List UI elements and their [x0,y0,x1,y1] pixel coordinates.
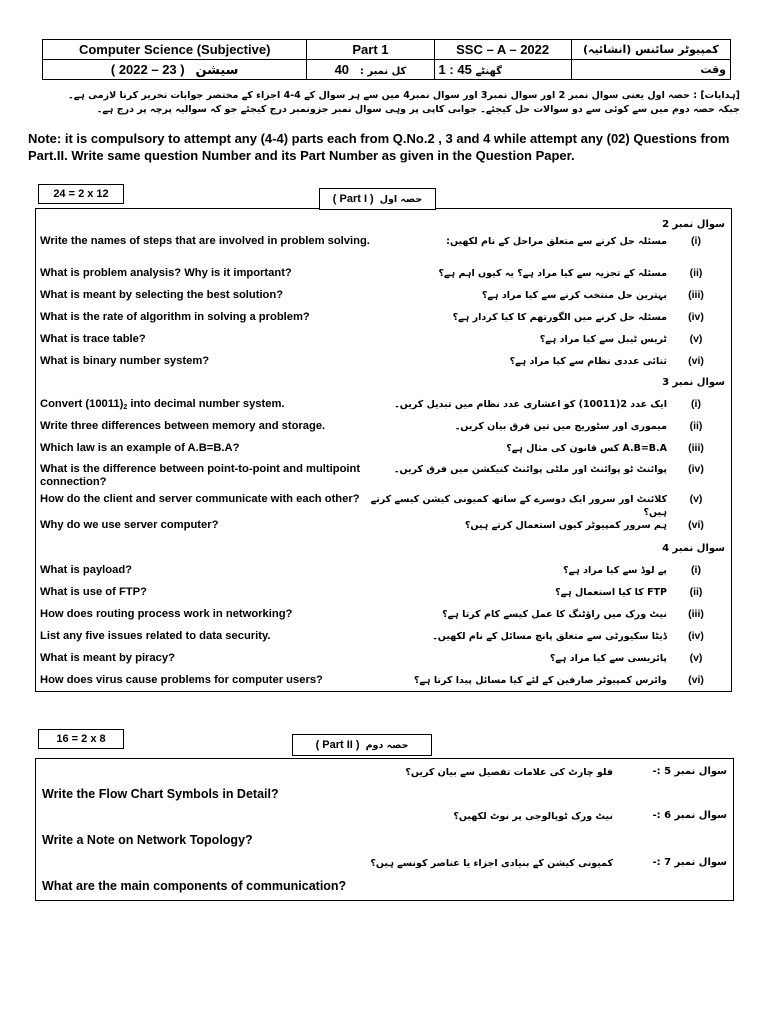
question-number: (iii) [688,608,704,620]
question-text-ur: A.B=B.A کس قانون کی مثال ہے؟ [506,443,667,454]
part1-marks-box [38,184,124,204]
question-number: (vi) [688,519,704,531]
time-unit: گھنٹے [475,66,502,77]
question-text-en: What is meant by selecting the best solution? [40,289,284,301]
marks-label: کل نمبر : [359,66,407,77]
question-text-en-part: Convert (10011) [40,398,124,410]
question-text-ur: نیٹ ورک ٹوپالوجی پر نوٹ لکھیں؟ [453,811,613,822]
question-text-ur: FTP کا کیا استعمال ہے؟ [555,587,667,598]
question-text-ur: ہم سرور کمپیوٹر کیوں استعمال کرتے ہیں؟ [464,520,667,531]
part2-box [35,758,734,901]
question-number: (ii) [689,267,703,279]
question-text-ur: پے لوڈ سے کیا مراد ہے؟ [563,565,667,576]
marks-value: 40 [334,62,350,77]
question-label-ur: سوال نمبر 5 :- [652,766,727,777]
question-number: (i) [691,398,701,410]
question-text-en: How does routing process work in networking? [40,608,293,620]
question-label-ur: سوال نمبر 6 :- [652,810,727,821]
question-number: (i) [691,564,701,576]
question-number: (vi) [688,674,704,686]
part-cell: Part 1 [307,40,434,60]
question-text-en: What is the rate of algorithm in solving a problem? [40,311,310,323]
question-text-en: Why do we use server computer? [40,519,219,531]
question-text-en: What is trace table? [40,333,146,345]
question-heading: سوال نمبر 2 [662,219,725,230]
question-number: (ii) [689,586,703,598]
time-label-cell: وقت [571,60,730,80]
question-text-en: List any five issues related to data security. [40,630,271,642]
part2-marks: 16 = 2 x 8 [56,733,106,745]
question-text-en: Write a Note on Network Topology? [42,833,253,847]
subject-ur-cell: کمپیوٹر سائنس (انشائیہ) [571,40,730,60]
question-text-ur: ٹریس ٹیبل سے کیا مراد ہے؟ [539,334,667,345]
note-text: Note: it is compulsory to attempt any (4-4) parts each from Q.No.2 , 3 and 4 while attempt any (02) Questions from Part.II. Write same question Number and its Part Number as given in the Question Paper. [28,131,730,163]
part1-box [35,208,732,692]
question-text-en: What is meant by piracy? [40,652,175,664]
question-heading: سوال نمبر 4 [662,543,725,554]
part1-label: ( Part I ) [332,193,374,205]
question-number: (iv) [688,630,704,642]
session-cell [43,60,307,80]
question-text-ur: ایک عدد 2(10011) کو اعشاری عدد نظام میں تبدیل کریں۔ [394,399,667,410]
time-value: 45 : 1 [438,62,472,77]
question-text-en: How do the client and server communicate with each other? [40,493,360,505]
question-text-ur: نیٹ ورک میں راؤٹنگ کا عمل کیسے کام کرتا ہے؟ [442,609,667,620]
question-number: (v) [689,493,703,505]
question-text-en: Write the Flow Chart Symbols in Detail? [42,787,279,801]
question-number: (v) [689,652,703,664]
question-number: (vi) [688,355,704,367]
question-text-en: What is the difference between point-to-point and multipoint connection? [40,463,361,488]
question-text-ur: ڈیٹا سکیورٹی سے متعلق پانچ مسائل کے نام لکھیں۔ [432,631,667,642]
question-text-ur: بہترین حل منتخب کرنے سے کیا مراد ہے؟ [481,290,667,301]
question-text-en: Write three differences between memory and storage. [40,420,326,432]
question-text-ur: مسئلہ حل کرنے میں الگورتھم کا کیا کردار ہے؟ [452,312,667,323]
subject-cell: Computer Science (Subjective) [43,40,307,60]
question-text-en-part: into decimal number system. [127,398,285,410]
question-text-en [40,398,370,415]
part2-label-box [292,734,432,756]
question-text-ur: مسئلہ کے تجزیہ سے کیا مراد ہے؟ یہ کیوں اہم ہے؟ [438,268,667,279]
question-text-ur: کلائنٹ اور سرور ایک دوسرے کے ساتھ کمیونی کیشن کیسے کرتے ہیں؟ [370,494,667,518]
question-label-ur: سوال نمبر 7 :- [652,857,727,868]
question-text-en: Write the names of steps that are involved in problem solving. [40,235,370,247]
part2-label: ( Part II ) [315,739,360,751]
time-cell [434,60,571,80]
question-text-ur: وائرس کمپیوٹر صارفین کے لئے کیا مسائل پیدا کرتا ہے؟ [413,675,667,686]
header-table [42,39,731,80]
session-year: ( 2022 – 23 ) [110,61,185,77]
question-number: (iv) [688,311,704,323]
question-text-ur: میموری اور سٹوریج میں تین فرق بیان کریں۔ [454,421,667,432]
question-number: (iv) [688,463,704,475]
question-number: (iii) [688,289,704,301]
question-heading: سوال نمبر 3 [662,377,725,388]
question-text-ur: فلو چارٹ کی علامات تفصیل سے بیان کریں؟ [405,767,613,778]
question-text-en: What is binary number system? [40,355,210,367]
marks-cell [307,60,434,80]
question-text-en: What is payload? [40,564,132,576]
session-label: سیشن [195,62,239,78]
question-text-en: Which law is an example of A.B=B.A? [40,442,240,454]
instructions-line-2: جبکہ حصہ دوم میں سے کوئی سے دو سوالات حل کیجئے۔ جوابی کاپی پر وہی سوال نمبر جزونمبر درج کیجئے جو کہ سوالیہ پرچہ پر درج ہے۔ [96,104,740,115]
part2-marks-box [38,729,124,749]
question-text-en: What are the main components of communication? [42,879,347,893]
question-text-en: How does virus cause problems for computer users? [40,674,323,686]
question-number: (ii) [689,420,703,432]
base-subscript: 2 [123,404,128,411]
part1-label-box [319,188,436,210]
question-number: (i) [691,235,701,247]
part2-label-ur: حصہ دوم [365,739,409,751]
question-number: (v) [689,333,703,345]
question-text-ur: ثنائی عددی نظام سے کیا مراد ہے؟ [509,356,667,367]
question-text-ur: مسئلہ حل کرنے سے متعلق مراحل کے نام لکھیں: [446,236,667,247]
question-number: (iii) [688,442,704,454]
question-text-en: What is use of FTP? [40,586,147,598]
question-text-ur: کمیونی کیشن کے بنیادی اجزاء یا عناصر کونسے ہیں؟ [370,858,613,869]
part1-marks: 24 = 2 x 12 [53,188,109,200]
question-text-ur: پائریسی سے کیا مراد ہے؟ [549,653,667,664]
exam-cell: SSC – A – 2022 [434,40,571,60]
question-text-en: What is problem analysis? Why is it important? [40,267,292,279]
question-text-ur: پوائنٹ ٹو پوائنٹ اور ملٹی پوائنٹ کنیکشن میں فرق کریں۔ [393,464,667,475]
part1-label-ur: حصہ اول [379,193,423,205]
instructions-line-1: [ہدایات] : حصہ اول یعنی سوال نمبر 2 اور سوال نمبر3 اور سوال نمبر4 میں سے ہر سوال کے 4-4 اجزاء کے مختصر جوابات تحریر کرنا لازمی ہے۔ [68,90,740,101]
